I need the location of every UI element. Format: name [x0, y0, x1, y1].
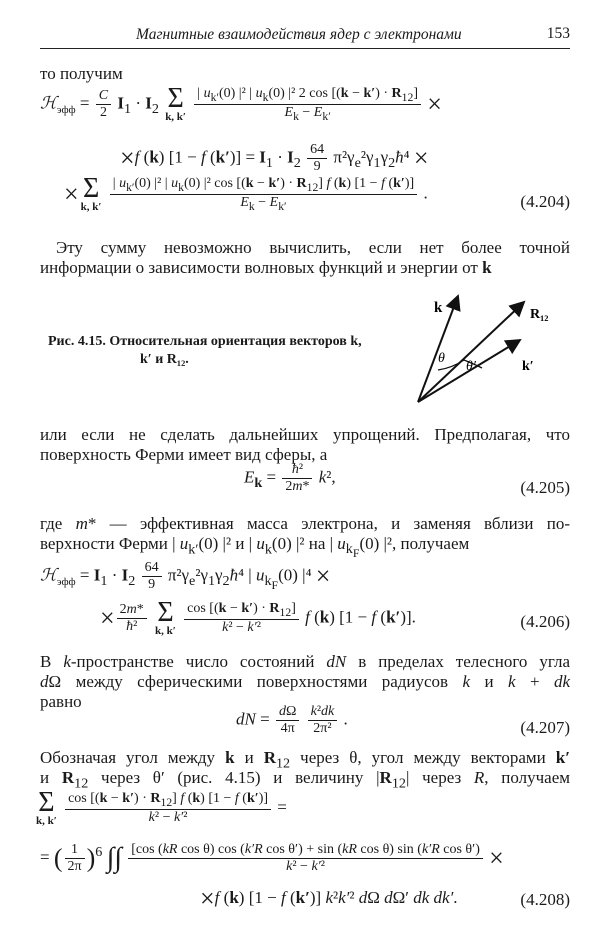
equation-line-1: ℋ$_{эфф}$ = $\frac{C}{2}$ $I_1 \cdot I_2$ Σ k, k′ $\frac{| u_{k'}(0) |^2 | u_k(0) |^2 2 \cos [(k - k') \cdot R_{12}]}{E_k - E_{k'}}$ × [40, 83, 442, 123]
paragraph-line: и $R_{12}$ через θ′ (рис. 4.15) и величину $|R_{12}|$ через R, получаем [40, 768, 571, 792]
paragraph-line: верхности Ферми | $u_{k'}(0)$ |² и | $u_k(0)$ |² на | $u_{k_F}(0)$ |², получаем [40, 534, 470, 561]
equation-4-208-line-2: = ( $\frac{1}{2\pi}$ )$^6$ ∫∫ [cos (kR cos θ) cos (k′R cos θ′) + sin (kR cos θ) sin (k′R cos θ′) k² − k′² × [40, 842, 504, 874]
equation-4-205: $E_k$ = $\frac{\text{ħ²}}{2m*}$ k², [244, 462, 336, 494]
paragraph-line: Обозначая угол между k и $R_{12}$ через θ, угол между векторами k′ [40, 748, 571, 772]
label-theta: θ [438, 351, 445, 366]
running-header [40, 22, 570, 49]
label-R12: R₁₂ [530, 307, 549, 322]
equation-line-2: ×f (k) [1 − f $(k')] = I_1 \cdot I_2$ $\frac{64}{9}$ $\pi^2\gamma_e^2\gamma_1\gamma_2ħ^4$ × [120, 142, 429, 174]
equation-number-4-205: (4.205) [520, 478, 570, 497]
paragraph-line: равно [40, 692, 82, 711]
equation-line-3: × Σ k, k′ | $u_{k'}(0)$ |² | $u_k(0)$ |² $\cos [(k - k') \cdot R_{12}]$ f (k) [1 − f (k′)] $E_k - E_{k'}$ . [64, 173, 428, 213]
paragraph-line: где m* — эффективная масса электрона, и заменяя вблизи по- [40, 514, 571, 533]
page-number: 153 [546, 25, 570, 42]
equation-number-4-208: (4.208) [520, 890, 570, 909]
label-kprime: k′ [522, 359, 534, 374]
equation-4-208-line-3: ×f (k) [1 − f (k′)] k²k′² dΩ dΩ′ dk dk′. [200, 884, 458, 913]
equation-4-206-line-2: × $\frac{2m*}{\text{ħ²}}$ Σ k, k′ $\frac{\cos [(k - k') \cdot R_{12}]}{\text{k² − k′²}}$ f (k) [1 − f (k′)]. [100, 597, 416, 637]
equation-4-208-line-1: Σ k, k′ $\frac{\cos [(k - k') \cdot R_{12}] f (k) [1 - f (k')]}{\text{k² − k′²}}$ = [36, 787, 287, 827]
equation-number-4-204: (4.204) [520, 192, 570, 211]
equation-number-4-206: (4.206) [520, 612, 570, 631]
label-k: k [434, 300, 443, 316]
equation-4-206-line-1: ℋ$_{эфф}$ = $I_1 \cdot I_2$ $\frac{64}{9}$ $\pi^2\gamma_e^2\gamma_1\gamma_2ħ^4$ | $u_{k_F}(0) |^4$ × [40, 560, 331, 592]
vector-diagram [412, 290, 562, 410]
paragraph-line: информации о зависимости волновых функций и энергии от k [40, 258, 492, 277]
equation-number-4-207: (4.207) [520, 718, 570, 737]
caption-line-2: k′ и R₁₂. [140, 352, 189, 367]
figure-caption [48, 333, 362, 369]
paragraph-line: поверхность Ферми имеет вид сферы, а [40, 445, 328, 464]
paragraph-line: или если не сделать дальнейших упрощений. Предполагая, что [40, 425, 570, 444]
vector-R12 [418, 302, 524, 402]
paragraph-line: В k-пространстве число состояний dN в пределах телесного угла [40, 652, 571, 671]
caption-line-1: Рис. 4.15. Относительная ориентация векторов k, [48, 334, 362, 349]
intro-text: то получим [40, 64, 123, 83]
equation-4-207: dN = $\frac{d\Omega}{4\pi}$ $\frac{\text{k²dk}}{\text{2π²}}$ . [236, 704, 348, 736]
label-thetaprime: θ′ [466, 359, 476, 374]
paragraph-line: dΩ между сферическими поверхностями радиусов k и k + dk [40, 672, 571, 691]
running-title: Магнитные взаимодействия ядер с электронами [136, 26, 462, 43]
paragraph-line: Эту сумму невозможно вычислить, если нет более точной [56, 238, 570, 257]
